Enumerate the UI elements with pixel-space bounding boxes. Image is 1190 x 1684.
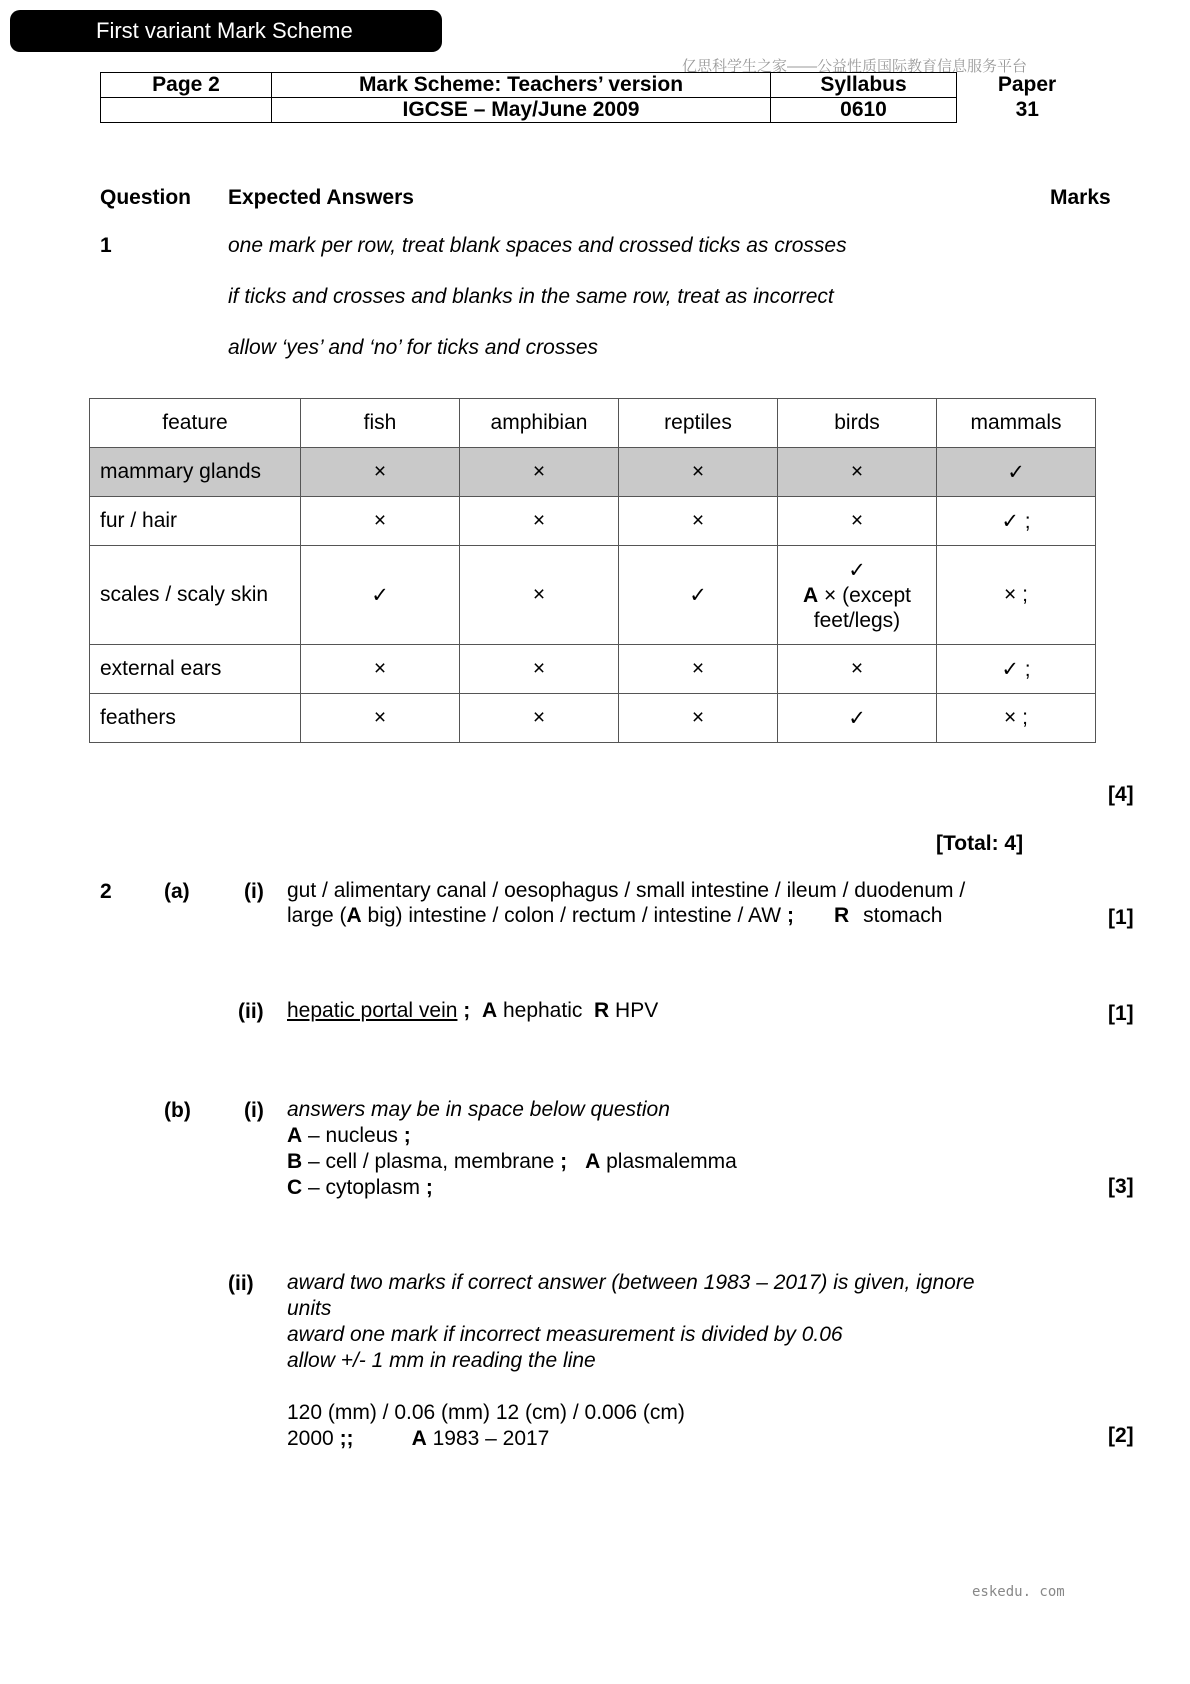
label-key: A [287, 1124, 303, 1147]
mark-separator: ; [786, 904, 794, 927]
label-key: C [287, 1176, 303, 1199]
alternative-key: A [481, 999, 498, 1022]
alternative-key: A [803, 583, 819, 607]
answer-cell: ✓ [778, 694, 937, 743]
alternative-text: × (except [818, 583, 911, 607]
alternative-key: A [346, 904, 362, 927]
q2aii-answer [287, 998, 658, 1024]
part-a-label: (a) [164, 880, 190, 903]
answer-text: HPV [609, 999, 659, 1022]
q2bii-answers [287, 1270, 975, 1452]
feature-cell: mammary glands [90, 448, 301, 497]
table-header-cell: mammals [937, 399, 1096, 448]
answer-note: allow +/- 1 mm in reading the line [287, 1349, 596, 1372]
page-number: Page 2 [101, 73, 272, 98]
table-row [90, 694, 1096, 743]
exam-session: IGCSE – May/June 2009 [272, 98, 771, 123]
feature-cell: fur / hair [90, 497, 301, 546]
header-table [100, 72, 1098, 123]
answer-cell: × [301, 694, 460, 743]
feature-cell: external ears [90, 645, 301, 694]
q1-note: allow ‘yes’ and ‘no’ for ticks and crosses [228, 336, 599, 359]
q1-note: one mark per row, treat blank spaces and crossed ticks as crosses [228, 234, 847, 257]
answer-cell: × [619, 497, 778, 546]
answer-text: – cell / plasma, membrane [302, 1150, 561, 1173]
table-row [90, 497, 1096, 546]
answer-text: hepatic portal vein [287, 999, 458, 1022]
table-header-cell: amphibian [460, 399, 619, 448]
answer-cell: × [778, 497, 937, 546]
answer-text: plasmalemma [600, 1150, 737, 1173]
table-header-cell: birds [778, 399, 937, 448]
subpart-label: (i) [244, 1099, 264, 1122]
q1-total: [Total: 4] [936, 832, 1024, 855]
reject-key: R [594, 999, 610, 1022]
q1-note: if ticks and crosses and blanks in the same row, treat as incorrect [228, 285, 834, 308]
subpart-label: (ii) [238, 1000, 264, 1023]
question-column-heading: Question [100, 186, 192, 209]
answer-note: award two marks if correct answer (between 1983 – 2017) is given, ignore [287, 1271, 975, 1294]
header-empty-cell [101, 98, 272, 123]
answer-cell: × ; [937, 694, 1096, 743]
answer-text: – cytoplasm [302, 1176, 426, 1199]
question-1-number: 1 [100, 234, 112, 257]
q2ai-mark: [1] [1108, 906, 1134, 929]
q2bii-mark: [2] [1108, 1424, 1134, 1447]
answer-text: 2000 [287, 1427, 340, 1450]
birds-scales-cell [778, 546, 937, 645]
table-header-cell: fish [301, 399, 460, 448]
question-2-number: 2 [100, 880, 112, 903]
answer-text: stomach [863, 904, 943, 927]
answer-cell: × [619, 694, 778, 743]
marks-column-heading: Marks [1050, 186, 1111, 209]
table-header-cell: feature [90, 399, 301, 448]
table-header-cell: reptiles [619, 399, 778, 448]
answer-cell: ✓ [937, 448, 1096, 497]
feature-cell: feathers [90, 694, 301, 743]
header-title: Mark Scheme: Teachers’ version [272, 73, 771, 98]
answers-column-heading: Expected Answers [228, 186, 414, 209]
alternative-key: A [585, 1150, 601, 1173]
answer-cell: × [460, 694, 619, 743]
answer-text: 1983 – 2017 [426, 1427, 550, 1450]
mark-separator: ; [457, 999, 471, 1022]
answer-cell: × [778, 448, 937, 497]
tick-mark: ✓ [848, 558, 866, 582]
answer-cell: × [778, 645, 937, 694]
answer-cell: × [619, 448, 778, 497]
table-row [90, 645, 1096, 694]
q2bi-mark: [3] [1108, 1175, 1134, 1198]
table-row [90, 546, 1096, 645]
answer-note: answers may be in space below question [287, 1098, 670, 1121]
mark-separator: ; [425, 1176, 433, 1199]
syllabus-label: Syllabus [771, 73, 957, 98]
part-b-label: (b) [164, 1099, 191, 1122]
answer-cell: × [460, 645, 619, 694]
answer-cell: ✓ ; [937, 497, 1096, 546]
alternative-key: A [411, 1427, 427, 1450]
mark-separator: ; [560, 1150, 568, 1173]
answer-text: hephatic [497, 999, 589, 1022]
answer-cell: × ; [937, 546, 1096, 645]
answer-note: award one mark if incorrect measurement is divided by 0.06 [287, 1323, 843, 1346]
answer-text: big) intestine / colon / rectum / intestine / AW [361, 904, 787, 927]
reject-key: R [833, 904, 850, 927]
q1-mark: [4] [1108, 783, 1134, 806]
answer-cell: ✓ [619, 546, 778, 645]
document-banner: First variant Mark Scheme [10, 10, 442, 52]
answer-cell: × [460, 497, 619, 546]
calculation: 120 (mm) / 0.06 (mm) 12 (cm) / 0.006 (cm) [287, 1401, 685, 1424]
answer-note: units [287, 1297, 332, 1320]
feature-cell: scales / scaly skin [90, 546, 301, 645]
subpart-label: (ii) [228, 1272, 254, 1295]
table-row [90, 448, 1096, 497]
watermark: 亿思科学生之家——公益性质国际教育信息服务平台 [682, 58, 1028, 75]
answer-cell: × [460, 546, 619, 645]
q2bi-answers [287, 1097, 737, 1201]
syllabus-code: 0610 [771, 98, 957, 123]
q2aii-mark: [1] [1108, 1002, 1134, 1025]
q2ai-answer-line: gut / alimentary canal / oesophagus / small intestine / ileum / duodenum / [287, 879, 966, 902]
answer-text: – nucleus [302, 1124, 404, 1147]
paper-label: Paper [997, 73, 1057, 96]
answer-cell: ✓ ; [937, 645, 1096, 694]
footer-site-mark: eskedu. com [972, 1584, 1065, 1600]
alternative-text: feet/legs) [813, 608, 901, 632]
answer-cell: × [301, 448, 460, 497]
answer-cell: × [619, 645, 778, 694]
mark-separator: ; [403, 1124, 411, 1147]
features-table [89, 398, 1096, 743]
paper-number: 31 [1015, 98, 1039, 121]
answer-cell: × [460, 448, 619, 497]
answer-cell: ✓ [301, 546, 460, 645]
label-key: B [287, 1150, 303, 1173]
answer-cell: × [301, 497, 460, 546]
answer-text: large ( [287, 904, 347, 927]
answer-cell: × [301, 645, 460, 694]
mark-separator: ;; [339, 1427, 354, 1450]
subpart-label: (i) [244, 880, 264, 903]
q2ai-answer-line [287, 903, 943, 929]
